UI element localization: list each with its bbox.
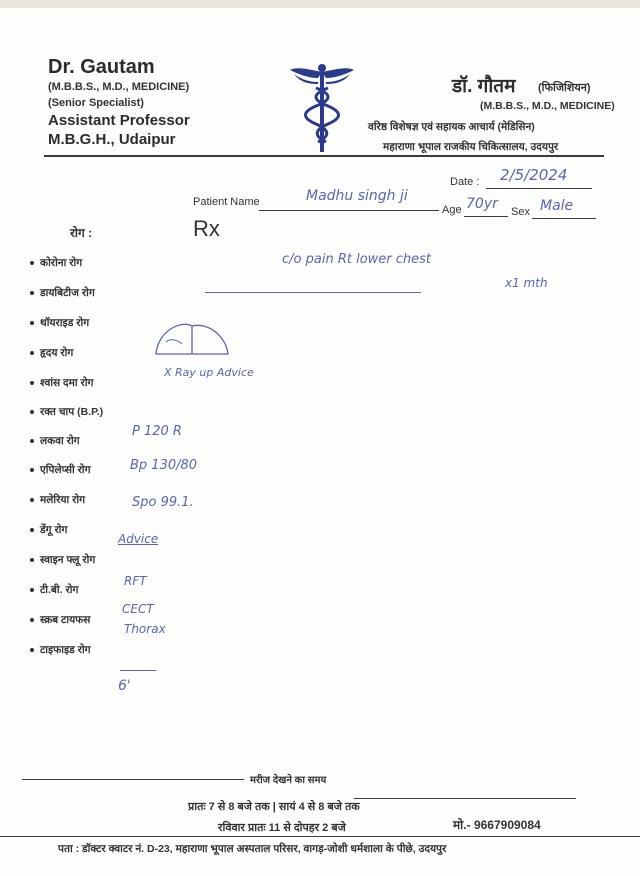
hospital-en: M.B.G.H., Udaipur	[48, 131, 176, 148]
duration-note: x1 mth	[505, 276, 548, 290]
footer-divider-left	[22, 779, 244, 780]
list-item: टी.बी. रोग	[30, 583, 78, 597]
qualification-hi: (M.B.B.S., M.D., MEDICINE)	[480, 100, 615, 112]
thorax-note: Thorax	[124, 622, 166, 636]
list-item: रक्त चाप (B.P.)	[30, 405, 103, 419]
list-item: हृदय रोग	[30, 346, 73, 360]
list-item: टाइफाइड रोग	[30, 643, 91, 657]
date-value: 2/5/2024	[500, 166, 568, 184]
sex-value: Male	[540, 198, 574, 214]
number-note: 6'	[118, 678, 131, 694]
bullet-icon	[30, 439, 34, 443]
bullet-icon	[30, 351, 34, 355]
specialty-hi: (फिजिशियन)	[538, 82, 591, 94]
doctor-name-hi: डॉ. गौतम	[452, 76, 516, 97]
qualification-en: (M.B.B.S., M.D., MEDICINE)	[48, 81, 190, 93]
mobile-number: मो.- 9667909084	[453, 818, 541, 832]
rft-note: RFT	[124, 574, 147, 588]
list-item: एपिलेप्सी रोग	[30, 463, 91, 477]
timing-sunday: रविवार प्रातः 11 से दोपहर 2 बजे	[218, 822, 346, 834]
date-underline	[486, 188, 592, 189]
bp-note: Bp 130/80	[130, 458, 198, 473]
bullet-icon	[30, 291, 34, 295]
sex-label: Sex	[511, 206, 530, 218]
list-item: थॉयराइड रोग	[30, 316, 89, 330]
bullet-icon	[30, 528, 34, 532]
address-divider	[0, 836, 640, 837]
patient-name-underline	[259, 210, 439, 211]
sex-underline	[532, 218, 596, 219]
patient-name-value: Madhu singh ji	[306, 188, 408, 204]
bullet-icon	[30, 321, 34, 325]
bullet-icon	[30, 498, 34, 502]
doctor-name-en: Dr. Gautam	[48, 56, 155, 78]
spo2-note: Spo 99.1.	[132, 495, 194, 510]
designation-en: (Senior Specialist)	[48, 97, 144, 109]
timing-title: मरीज देखने का समय	[250, 775, 327, 786]
hospital-hi: महाराणा भूपाल राजकीय चिकित्सालय, उदयपुर	[383, 141, 559, 153]
address: पता : डॉक्टर क्वाटर नं. D-23, महाराणा भूपाल अस्पताल परिसर, वागड़-जोशी धर्मशाला के पीछे, उदयपुर	[58, 843, 447, 855]
footer-divider-right	[354, 798, 576, 799]
scan-edge	[0, 0, 640, 8]
caduceus-icon	[288, 60, 356, 156]
header-divider	[44, 155, 604, 157]
advice-note: Advice	[118, 532, 159, 546]
list-item: मलेरिया रोग	[30, 493, 85, 507]
bullet-icon	[30, 648, 34, 652]
handwritten-underline	[205, 292, 421, 293]
xray-note: X Ray up Advice	[164, 366, 254, 379]
cect-note: CECT	[122, 602, 154, 616]
list-item: स्क्रब टायफस	[30, 613, 90, 627]
bullet-icon	[30, 558, 34, 562]
bullet-icon	[30, 588, 34, 592]
bullet-icon	[30, 618, 34, 622]
title-en: Assistant Professor	[48, 112, 190, 129]
bullet-icon	[30, 261, 34, 265]
complaint-note: c/o pain Rt lower chest	[282, 252, 432, 267]
age-underline	[464, 216, 508, 217]
timing-weekday: प्रातः 7 से 8 बजे तक | सायं 4 से 8 बजे तक	[188, 801, 360, 813]
list-item: कोरोना रोग	[30, 256, 82, 270]
chest-sketch-icon	[152, 318, 232, 358]
bullet-icon	[30, 468, 34, 472]
list-item: श्वांस दमा रोग	[30, 376, 93, 390]
list-item: डेंगू रोग	[30, 523, 67, 537]
date-label: Date :	[450, 176, 480, 188]
pulse-note: P 120 R	[132, 424, 182, 439]
disease-heading: रोग :	[70, 226, 93, 240]
list-item: डायबिटीज रोग	[30, 286, 95, 300]
bullet-icon	[30, 410, 34, 414]
list-item: स्वाइन फ्लू रोग	[30, 553, 95, 567]
patient-name-label: Patient Name	[193, 196, 260, 208]
bullet-icon	[30, 381, 34, 385]
note-stroke	[120, 670, 156, 671]
age-label: Age	[442, 204, 462, 216]
rx-symbol: Rx	[193, 216, 220, 241]
age-value: 70yr	[466, 196, 498, 212]
designation-hi: वरिष्ठ विशेषज्ञ एवं सहायक आचार्य (मेडिसिन)	[368, 121, 535, 133]
list-item: लकवा रोग	[30, 434, 80, 448]
